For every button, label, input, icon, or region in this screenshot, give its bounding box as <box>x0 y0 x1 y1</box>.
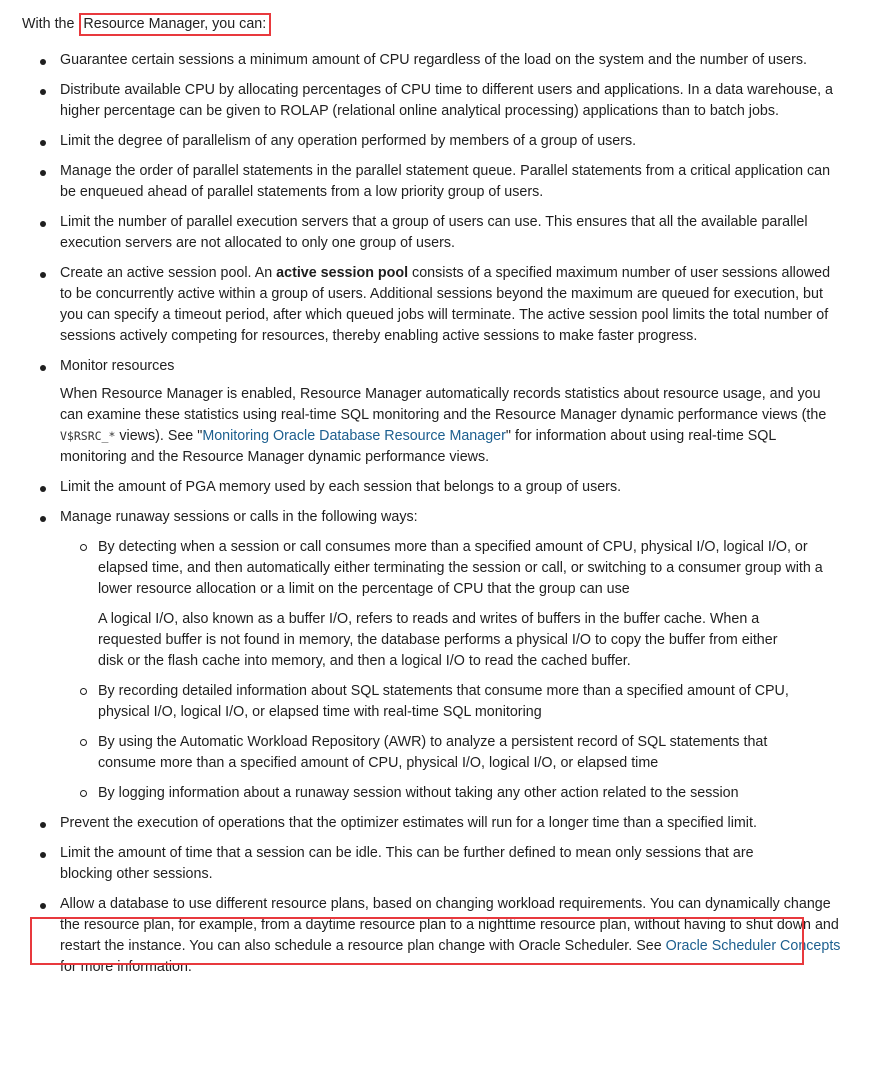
list-item-text: Limit the number of parallel execution servers that a group of users can use. This ensures that all the available parallel execution servers are not allocated to only one group of users. <box>60 214 808 251</box>
highlighted-phrase: Resource Manager, you can: <box>79 13 271 36</box>
list-item-highlighted <box>0 843 893 885</box>
monitor-resources-paragraph <box>60 384 841 468</box>
intro-sentence <box>22 14 271 35</box>
list-item <box>0 212 893 254</box>
nested-item-text: By logging information about a runaway session without taking any other action related to the session <box>98 785 739 801</box>
code-view-name: V$RSRC_* <box>60 429 116 443</box>
paragraph-text: " for information about using real-time SQL monitoring and the Resource Manager dynamic performance views. <box>60 428 776 465</box>
list-item-text: Manage the order of parallel statements in the parallel statement queue. Parallel statements from a critical application can be enqueued ahead of parallel statements from a low priority group of users. <box>60 163 831 200</box>
nested-list-item <box>60 681 841 723</box>
capabilities-list <box>0 50 893 987</box>
paragraph-text: When Resource Manager is enabled, Resource Manager automatically records statistics about resource usage, and you can examine these statistics using real-time SQL monitoring and the Resource Manager dynamic performance views (the <box>60 386 827 423</box>
nested-list-item <box>60 783 841 804</box>
logical-io-paragraph: A logical I/O, also known as a buffer I/O, refers to reads and writes of buffers in the buffer cache. When a requested buffer is not found in memory, the database performs a physical I/O to copy the buffer from either disk or the flash cache into memory, and then a logical I/O to read the cached buffer. <box>98 611 778 669</box>
bullet-icon <box>40 170 46 176</box>
list-item-text: Manage runaway sessions or calls in the following ways: <box>60 509 418 525</box>
list-item <box>0 356 893 468</box>
list-item-text: Distribute available CPU by allocating percentages of CPU time to different users and applications. In a data warehouse, a higher percentage can be given to ROLAP (relational online analytical processing) applications than to batch jobs. <box>60 82 833 119</box>
circle-bullet-icon <box>80 544 87 551</box>
list-item-text: Guarantee certain sessions a minimum amount of CPU regardless of the load on the system and the number of users. <box>60 52 807 68</box>
list-item-text: Limit the amount of time that a session can be idle. This can be further defined to mean only sessions that are blocking other sessions. <box>60 845 754 882</box>
list-item-text: Limit the degree of parallelism of any operation performed by members of a group of users. <box>60 133 637 149</box>
circle-bullet-icon <box>80 688 87 695</box>
list-item-text-pre: Allow a database to use different resource plans, based on changing workload requirements. You can dynamically change the resource plan, for example, from a daytime resource plan to a nighttime resource plan, without having to shut down and restart the instance. You can also schedule a resource plan change with Oracle Scheduler. See <box>60 896 839 954</box>
nested-list-item <box>60 537 841 672</box>
scheduler-concepts-link[interactable]: Oracle Scheduler Concepts <box>665 938 841 954</box>
list-item <box>0 813 893 834</box>
nested-item-text: By detecting when a session or call consumes more than a specified amount of CPU, physical I/O, logical I/O, or elapsed time, and then automatically either terminating the session or call, or switching to a consumer group with a lower resource allocation or a limit on the percentage of CPU that the group can use <box>98 539 823 597</box>
circle-bullet-icon <box>80 739 87 746</box>
bullet-icon <box>40 59 46 65</box>
bullet-icon <box>40 365 46 371</box>
paragraph-text: views). See " <box>115 428 203 444</box>
list-item-text: Monitor resources <box>60 358 175 374</box>
list-item-text: Prevent the execution of operations that the optimizer estimates will run for a longer time than a specified limit. <box>60 815 757 831</box>
term-active-session-pool: active session pool <box>276 265 409 281</box>
bullet-icon <box>40 852 46 858</box>
bullet-icon <box>40 272 46 278</box>
bullet-icon <box>40 140 46 146</box>
bullet-icon <box>40 903 46 909</box>
list-item <box>0 161 893 203</box>
circle-bullet-icon <box>80 790 87 797</box>
list-item <box>0 131 893 152</box>
list-item <box>0 263 893 347</box>
runaway-sessions-list <box>60 537 841 804</box>
list-item <box>0 894 893 978</box>
list-item <box>0 50 893 71</box>
bullet-icon <box>40 822 46 828</box>
nested-item-text: By using the Automatic Workload Repository (AWR) to analyze a persistent record of SQL statements that consume more than a specified amount of CPU, physical I/O, logical I/O, or elapsed time <box>98 734 768 771</box>
bullet-icon <box>40 221 46 227</box>
list-item <box>0 507 893 804</box>
monitoring-link[interactable]: Monitoring Oracle Database Resource Manager <box>202 428 506 444</box>
bullet-icon <box>40 89 46 95</box>
list-item <box>0 80 893 122</box>
list-item <box>0 477 893 498</box>
nested-item-text: By recording detailed information about SQL statements that consume more than a specified amount of CPU, physical I/O, logical I/O, or elapsed time with real-time SQL monitoring <box>98 683 789 720</box>
bullet-icon <box>40 516 46 522</box>
nested-list-item <box>60 732 841 774</box>
list-item-text-pre: Create an active session pool. An <box>60 265 277 281</box>
bullet-icon <box>40 486 46 492</box>
list-item-text: Limit the amount of PGA memory used by each session that belongs to a group of users. <box>60 479 622 495</box>
list-item-text-post: consists of a specified maximum number of user sessions allowed to be concurrently active within a group of users. Additional sessions beyond the maximum are queued for execution, but you can specify a timeout period, after which queued jobs will terminate. The active session pool limits the total number of sessions actively competing for resources, thereby enabling active sessions to make faster progress. <box>60 265 831 344</box>
list-item-text-post: for more information. <box>60 959 192 975</box>
intro-prefix: With the <box>22 16 79 32</box>
